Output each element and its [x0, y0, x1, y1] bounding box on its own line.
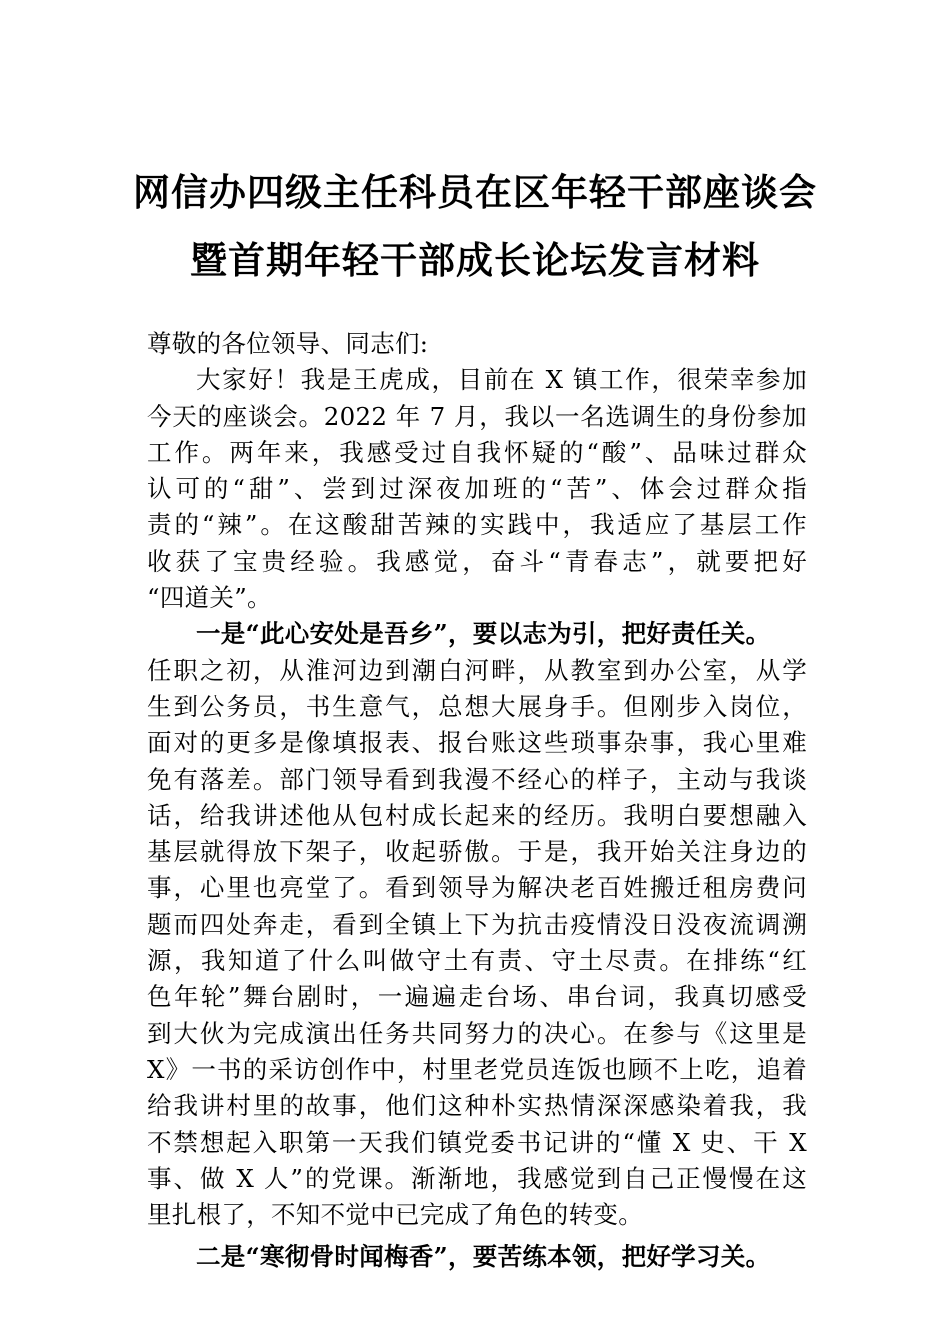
paragraph-line: 色年轮”舞台剧时，一遍遍走台场、串台词，我真切感受 — [147, 982, 807, 1012]
paragraph-line: 到大伙为完成演出任务共同努力的决心。在参与《这里是 — [147, 1018, 807, 1048]
paragraph-line: 给我讲村里的故事，他们这种朴实热情深深感染着我，我 — [147, 1091, 807, 1121]
paragraph-line: 面对的更多是像填报表、报台账这些琐事杂事，我心里难 — [147, 728, 807, 758]
paragraph-line: 生到公务员，书生意气，总想大展身手。但刚步入岗位， — [147, 691, 807, 721]
section-heading-1: 一是“此心安处是吾乡”，要以志为引，把好责任关。 — [196, 619, 771, 649]
paragraph-line: 事，心里也亮堂了。看到领导为解决老百姓搬迁租房费问 — [147, 873, 807, 903]
paragraph-line: 认可的“甜”、尝到过深夜加班的“苦”、体会过群众指 — [147, 474, 807, 504]
paragraph-line: 里扎根了，不知不觉中已完成了角色的转变。 — [147, 1200, 643, 1230]
document-title-line-1: 网信办四级主任科员在区年轻干部座谈会 — [133, 170, 817, 214]
paragraph-line: 今天的座谈会。2022 年 7 月，我以一名选调生的身份参加 — [147, 401, 807, 431]
document-body — [147, 326, 807, 1276]
paragraph-line: X》一书的采访创作中，村里老党员连饭也顾不上吃，追着 — [147, 1054, 807, 1084]
paragraph-line: 大家好！我是王虎成，目前在 X 镇工作，很荣幸参加 — [196, 365, 807, 395]
paragraph-line: 收获了宝贵经验。我感觉，奋斗“青春志”，就要把好 — [147, 546, 807, 576]
salutation: 尊敬的各位领导、同志们: — [147, 329, 429, 358]
paragraph-line: 责的“辣”。在这酸甜苦辣的实践中，我适应了基层工作 — [147, 510, 807, 540]
paragraph-line: 话，给我讲述他从包村成长起来的经历。我明白要想融入 — [147, 800, 807, 830]
section-heading-2: 二是“寒彻骨时闻梅香”，要苦练本领，把好学习关。 — [196, 1242, 771, 1272]
paragraph-line: 不禁想起入职第一天我们镇党委书记讲的“懂 X 史、干 X — [147, 1127, 807, 1157]
paragraph-line: 免有落差。部门领导看到我漫不经心的样子，主动与我谈 — [147, 764, 807, 794]
paragraph-line: 事、做 X 人”的党课。渐渐地，我感觉到自己正慢慢在这 — [147, 1163, 807, 1193]
paragraph-line: 工作。两年来，我感受过自我怀疑的“酸”、品味过群众 — [147, 437, 807, 467]
paragraph-line: “四道关”。 — [147, 583, 272, 613]
paragraph-line: 源，我知道了什么叫做守土有责、守土尽责。在排练“红 — [147, 946, 807, 976]
paragraph-line: 任职之初，从淮河边到潮白河畔，从教室到办公室，从学 — [147, 655, 807, 685]
paragraph-line: 题而四处奔走，看到全镇上下为抗击疫情没日没夜流调溯 — [147, 909, 807, 939]
paragraph-line: 基层就得放下架子，收起骄傲。于是，我开始关注身边的 — [147, 837, 807, 867]
document-title-line-2: 暨首期年轻干部成长论坛发言材料 — [190, 238, 760, 282]
